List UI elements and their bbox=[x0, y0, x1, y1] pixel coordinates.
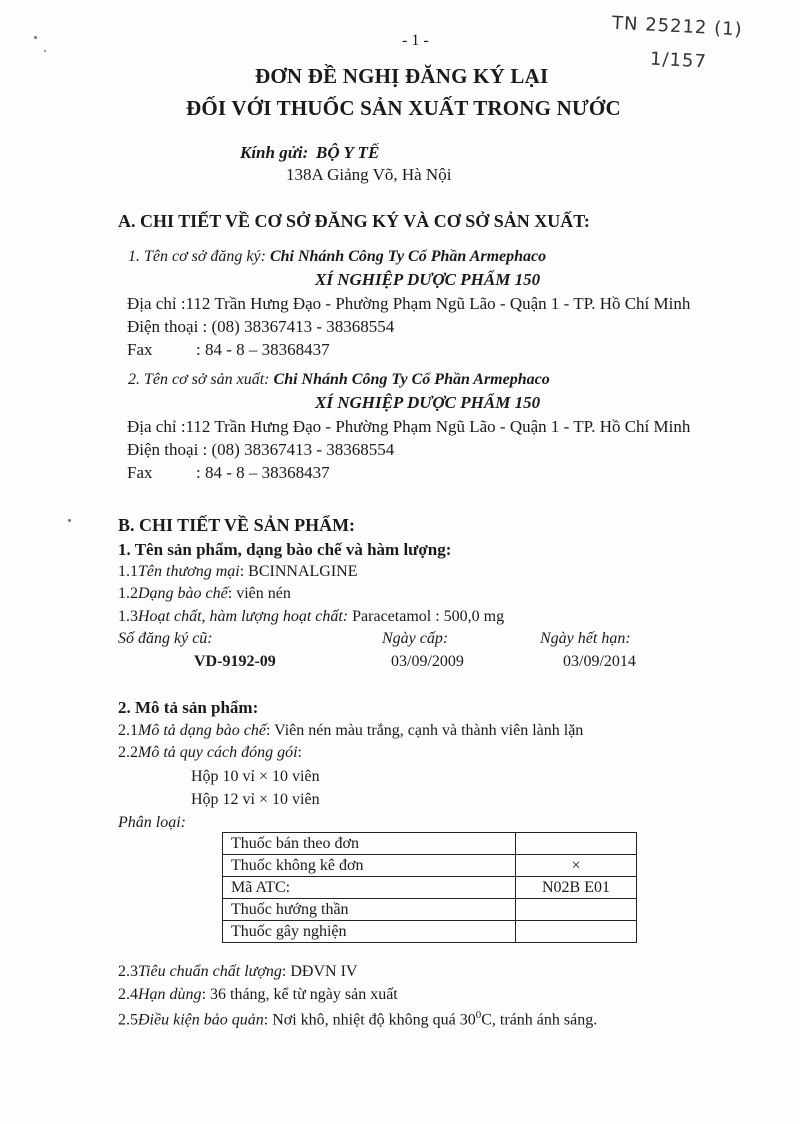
classification-name: Thuốc hướng thần bbox=[223, 899, 516, 921]
registrant-phone: Điện thoại : (08) 38367413 - 38368554 bbox=[127, 317, 395, 336]
quality-standard-label: Tiêu chuẩn chất lượng bbox=[138, 963, 282, 980]
page-number: - 1 - bbox=[402, 32, 429, 49]
classification-label: Phân loại: bbox=[118, 814, 186, 831]
active-ingredient-label: Hoạt chất, hàm lượng hoạt chất: bbox=[138, 608, 349, 625]
table-row bbox=[223, 921, 637, 943]
classification-name: Mã ATC: bbox=[223, 877, 516, 899]
product-description-heading: 2. Mô tả sản phẩm: bbox=[118, 698, 259, 717]
storage-degree: 0 bbox=[475, 1009, 482, 1021]
registrant-address: Địa chỉ :112 Trần Hưng Đạo - Phường Phạm Ngũ Lão - Quận 1 - TP. Hồ Chí Minh bbox=[127, 294, 691, 313]
issue-date-label: Ngày cấp: bbox=[382, 630, 449, 647]
shelf-life-value: : 36 tháng, kể từ ngày sản xuất bbox=[201, 986, 398, 1003]
manufacturer-name2: XÍ NGHIỆP DƯỢC PHẨM 150 bbox=[315, 393, 541, 412]
shelf-life-line: 2.4Hạn dùng: 36 tháng, kể từ ngày sản xuất bbox=[118, 986, 398, 1003]
handwritten-reference: TN 25212 (1) bbox=[611, 12, 744, 41]
issue-date: 03/09/2009 bbox=[391, 653, 464, 670]
table-row bbox=[223, 899, 637, 921]
classification-name: Thuốc gây nghiện bbox=[223, 921, 516, 943]
dosage-form-value: : viên nén bbox=[227, 585, 291, 602]
active-ingredient-value: Paracetamol : 500,0 mg bbox=[352, 608, 505, 625]
classification-table bbox=[222, 832, 637, 943]
classification-name: Thuốc bán theo đơn bbox=[223, 833, 516, 855]
storage-line: 2.5Điều kiện bảo quản: Nơi khô, nhiệt độ không quá $30^0C$, tránh ánh sáng. bbox=[118, 1009, 598, 1029]
scan-speck bbox=[44, 50, 46, 52]
handwritten-page-count: 1/157 bbox=[649, 48, 708, 73]
manufacturer-label: 2. Tên cơ sở sản xuất: bbox=[128, 371, 270, 388]
registrant-fax-label: Fax bbox=[127, 340, 153, 359]
classification-value: × bbox=[516, 855, 637, 877]
old-reg-number: VD-9192-09 bbox=[194, 653, 276, 670]
quality-standard-value: : DĐVN IV bbox=[281, 963, 358, 980]
quality-standard-line: 2.3Tiêu chuẩn chất lượng: DĐVN IV bbox=[118, 963, 358, 980]
section-b-heading: B. CHI TIẾT VỀ SẢN PHẨM: bbox=[118, 515, 356, 535]
active-ingredient-line: 1.3Hoạt chất, hàm lượng hoạt chất: Paracetamol : 500,0 mg bbox=[118, 608, 505, 625]
trade-name-value: : BCINNALGINE bbox=[239, 563, 358, 580]
old-reg-number-label: Số đăng ký cũ: bbox=[118, 630, 213, 647]
scan-speck bbox=[68, 519, 71, 522]
trade-name-line: 1.1Tên thương mại: BCINNALGINE bbox=[118, 563, 358, 580]
recipient-name: BỘ Y TẾ bbox=[316, 143, 380, 162]
registrant-name2: XÍ NGHIỆP DƯỢC PHẨM 150 bbox=[315, 270, 541, 289]
classification-value: N02B E01 bbox=[516, 877, 637, 899]
manufacturer-line bbox=[128, 371, 550, 389]
registrant-label: 1. Tên cơ sở đăng ký: bbox=[128, 248, 266, 265]
registrant-fax: : 84 - 8 – 38368437 bbox=[196, 340, 330, 359]
document-title-line1: ĐƠN ĐỀ NGHỊ ĐĂNG KÝ LẠI bbox=[255, 64, 549, 88]
classification-value bbox=[516, 899, 637, 921]
product-name-heading: 1. Tên sản phẩm, dạng bào chế và hàm lượng: bbox=[118, 540, 452, 559]
expiry-date: 03/09/2014 bbox=[563, 653, 636, 670]
manufacturer-address: Địa chỉ :112 Trần Hưng Đạo - Phường Phạm Ngũ Lão - Quận 1 - TP. Hồ Chí Minh bbox=[127, 417, 691, 436]
form-description-label: Mô tả dạng bào chế bbox=[138, 722, 266, 739]
table-row bbox=[223, 833, 637, 855]
recipient-address: 138A Giảng Võ, Hà Nội bbox=[286, 165, 452, 184]
classification-value bbox=[516, 921, 637, 943]
scan-speck bbox=[34, 36, 37, 39]
manufacturer-name: Chi Nhánh Công Ty Cổ Phần Armephaco bbox=[273, 371, 550, 388]
expiry-date-label: Ngày hết hạn: bbox=[540, 630, 631, 647]
dosage-form-line: 1.2Dạng bào chế: viên nén bbox=[118, 585, 291, 602]
pack-option-1: Hộp 10 vỉ × 10 viên bbox=[191, 768, 320, 785]
registrant-name: Chi Nhánh Công Ty Cổ Phần Armephaco bbox=[269, 248, 547, 265]
table-row bbox=[223, 877, 637, 899]
storage-tail: C, tránh ánh sáng. bbox=[481, 1011, 598, 1029]
section-a-heading: A. CHI TIẾT VỀ CƠ SỞ ĐĂNG KÝ VÀ CƠ SỞ SẢN XUẤT: bbox=[118, 211, 590, 231]
dosage-form-label: Dạng bào chế bbox=[138, 585, 228, 602]
storage-value: : Nơi khô, nhiệt độ không quá 30 bbox=[263, 1011, 476, 1029]
classification-value bbox=[516, 833, 637, 855]
form-description-value: : Viên nén màu trắng, cạnh và thành viên lành lặn bbox=[265, 722, 584, 739]
document-title-line2: ĐỐI VỚI THUỐC SẢN XUẤT TRONG NƯỚC bbox=[186, 96, 621, 120]
storage-label: Điều kiện bảo quản bbox=[138, 1011, 264, 1029]
manufacturer-fax: : 84 - 8 – 38368437 bbox=[196, 463, 330, 482]
pack-option-2: Hộp 12 vỉ × 10 viên bbox=[191, 791, 320, 808]
classification-name: Thuốc không kê đơn bbox=[223, 855, 516, 877]
shelf-life-label: Hạn dùng bbox=[138, 986, 202, 1003]
form-description-line: 2.1Mô tả dạng bào chế: Viên nén màu trắng, cạnh và thành viên lành lặn bbox=[118, 722, 584, 739]
table-row bbox=[223, 855, 637, 877]
trade-name-label: Tên thương mại bbox=[138, 563, 240, 580]
packing-line: 2.2Mô tả quy cách đóng gói: bbox=[118, 744, 302, 761]
manufacturer-phone: Điện thoại : (08) 38367413 - 38368554 bbox=[127, 440, 395, 459]
recipient-label: Kính gửi: bbox=[240, 143, 309, 162]
packing-label: Mô tả quy cách đóng gói bbox=[138, 744, 298, 761]
manufacturer-fax-label: Fax bbox=[127, 463, 153, 482]
registrant-line bbox=[128, 248, 546, 266]
